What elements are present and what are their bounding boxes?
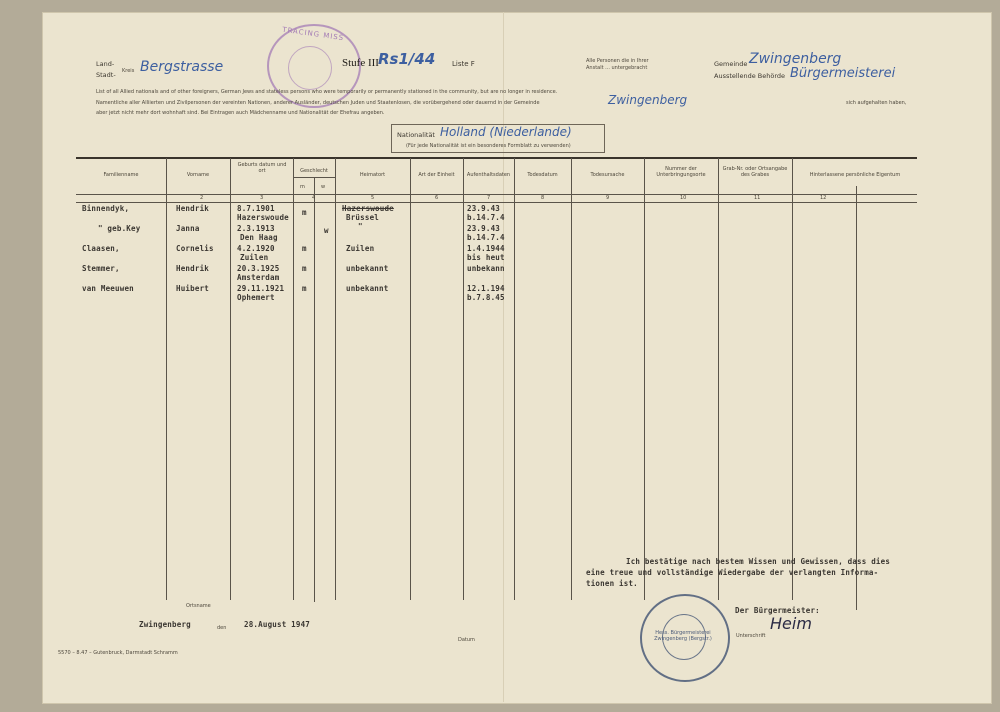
certify-line-1: Ich bestätige nach bestem Wissen und Gewissen, dass dies — [626, 557, 891, 566]
col-divider — [463, 158, 464, 600]
stufe-label: Stufe III — [342, 57, 379, 69]
instruction-place: Zwingenberg — [608, 93, 688, 107]
col-divider-gender — [314, 178, 315, 602]
row-home: Hazerswoude — [342, 204, 394, 213]
header-geschlecht: Geschlecht — [300, 168, 328, 174]
row-home: unbekannt — [346, 284, 389, 293]
col-number: 4 — [312, 195, 316, 201]
header-unterbringung: Nummer der Unterbringungsorte — [656, 166, 706, 178]
printer-note: 5570 – 8.47 – Gutenbruck, Darmstadt Schramm — [58, 650, 178, 656]
col-divider — [230, 158, 231, 600]
header-heimatort: Heimatort — [359, 172, 386, 178]
mayor-signature: Heim — [770, 614, 812, 633]
header-einheit: Art der Einheit — [418, 172, 455, 178]
gender-subheader-rule — [293, 177, 335, 178]
kreis-value: Bergstrasse — [140, 59, 224, 75]
row-stay-to: b.14.7.4 — [467, 213, 505, 222]
col-divider — [718, 158, 719, 600]
row-pob: Den Haag — [240, 233, 278, 242]
row-surname: van Meeuwen — [82, 284, 134, 293]
certify-line-2: eine treue und vollständige Wiedergabe der verlangten Informa- — [586, 568, 879, 577]
table-top-rule — [76, 157, 917, 159]
gender-m: m — [300, 184, 305, 190]
row-dob: 20.3.1925 — [237, 264, 280, 273]
alle-personen: Alle Personen die in Ihrer — [586, 58, 649, 64]
col-number: 9 — [606, 195, 610, 201]
row-stay-from: 12.1.194 — [467, 284, 505, 293]
row-stay-from: 23.9.43 — [467, 224, 501, 233]
row-gender-m: m — [302, 208, 307, 217]
unterschrift-label: Unterschrift — [736, 633, 766, 639]
row-surname: Claasen, — [82, 244, 120, 253]
row-firstname: Huibert — [176, 284, 210, 293]
stamp-emblem — [288, 46, 332, 90]
row-pob: Zuilen — [240, 253, 269, 262]
instruction-german: Namentliche aller Alliierten und Zivilpersonen der vereinten Nationen, anderer Ausländer, deutschen Juden und Staatenlosen, die vorübergehend oder dauernd in der Gemeinde — [96, 100, 540, 106]
stamp-top-text: TRACING MISS — [281, 25, 345, 43]
row-stay-from: 23.9.43 — [467, 204, 501, 213]
header-familienname: Familienname — [103, 172, 139, 178]
ausstellende-value: Bürgermeisterei — [790, 66, 896, 81]
row-dob: 2.3.1913 — [237, 224, 275, 233]
col-number: 3 — [260, 195, 264, 201]
mayor-label: Der Bürgermeister: — [735, 606, 820, 615]
row-pob: Amsterdam — [237, 273, 280, 282]
row-dob: 29.11.1921 — [237, 284, 285, 293]
nationality-note: (Für jede Nationalität ist ein besonderes Formblatt zu verwenden) — [406, 143, 571, 149]
gemeinde-value: Zwingenberg — [749, 51, 842, 67]
col-number: 8 — [541, 195, 545, 201]
municipal-stamp-text: Hess. Bürgermeisterei Zwingenberg (Bergstr.) — [654, 630, 712, 642]
header-vorname: Vorname — [186, 172, 210, 178]
row-gender-m: m — [302, 264, 307, 273]
row-firstname: Cornelis — [176, 244, 214, 253]
header-todesursache: Todesursache — [590, 172, 625, 178]
row-gender-w: w — [324, 226, 329, 235]
ausstellende-label: Ausstellende Behörde — [714, 72, 786, 80]
kreis-label: Kreis — [122, 68, 135, 74]
den-label: den — [217, 625, 227, 631]
col-number: 6 — [435, 195, 439, 201]
row-stay-to: b.7.8.45 — [467, 293, 505, 302]
ortsname-value: Zwingenberg — [139, 620, 191, 629]
row-dob: 8.7.1901 — [237, 204, 275, 213]
instruction-english: List of all Allied nationals and of other foreigners, German Jews and stateless persons who were temporarily or permanently stationed in the community, but are no longer in residence. — [96, 89, 558, 95]
col-number: 11 — [754, 195, 761, 201]
row-gender-m: m — [302, 244, 307, 253]
instruction-german-2: aber jetzt nicht mehr dort wohnhaft sind. Bei Eintragen auch Mädchenname und Nationalität der Ehefrau angeben. — [96, 110, 385, 116]
liste-label: Liste F — [452, 60, 475, 68]
row-home: unbekannt — [346, 264, 389, 273]
nationality-label: Nationalität — [397, 131, 435, 139]
row-dob: 4.2.1920 — [237, 244, 275, 253]
page-fold — [503, 12, 504, 702]
row-firstname: Hendrik — [176, 264, 210, 273]
col-divider — [644, 158, 645, 600]
row-surname: " geb.Key — [98, 224, 141, 233]
col-divider — [293, 158, 294, 600]
col-divider-eigentum — [856, 186, 857, 610]
gender-w: w — [321, 184, 326, 190]
row-home: " — [358, 222, 363, 231]
row-gender-m: m — [302, 284, 307, 293]
gemeinde-label: Gemeinde — [714, 60, 748, 68]
anstalt: Anstalt ... untergebracht — [586, 65, 648, 71]
header-grab: Grab-Nr. oder Ortsangabe des Grabes — [722, 166, 788, 178]
header-todesdatum: Todesdatum — [527, 172, 558, 178]
row-stay-from: unbekann — [467, 264, 505, 273]
col-divider — [335, 158, 336, 600]
col-number: 5 — [371, 195, 375, 201]
header-geburtsdatum: Geburts datum und ort — [237, 162, 287, 174]
datum-label: Datum — [458, 637, 475, 643]
row-stay-from: 1.4.1944 — [467, 244, 505, 253]
row-stay-to: b.14.7.4 — [467, 233, 505, 242]
date-value: 28.August 1947 — [244, 620, 311, 629]
row-pob: Ophemert — [237, 293, 275, 302]
row-pob: Hazerswoude — [237, 213, 289, 222]
header-aufenthalt: Aufenthaltsdaten — [466, 172, 511, 178]
row-stay-to: bis heut — [467, 253, 505, 262]
col-divider — [571, 158, 572, 600]
row-home-2: Brüssel — [346, 213, 380, 222]
col-divider — [410, 158, 411, 600]
row-surname: Stemmer, — [82, 264, 120, 273]
col-divider — [792, 158, 793, 600]
nationality-value: Holland (Niederlande) — [440, 125, 572, 139]
header-eigentum: Hinterlassene persönliche Eigentum — [809, 172, 901, 178]
row-home: Zuilen — [346, 244, 375, 253]
instruction-end: sich aufgehalten haben, — [846, 100, 907, 106]
col-number: 12 — [820, 195, 827, 201]
certify-line-3: tionen ist. — [586, 579, 638, 588]
row-surname: Binnendyk, — [82, 204, 130, 213]
stufe-hand: Rs1/44 — [378, 50, 436, 68]
col-divider — [514, 158, 515, 600]
row-firstname: Hendrik — [176, 204, 210, 213]
col-number: 10 — [680, 195, 687, 201]
stadt-label: Stadt- — [96, 71, 116, 79]
col-divider — [166, 158, 167, 600]
row-firstname: Janna — [176, 224, 200, 233]
col-number: 2 — [200, 195, 204, 201]
table-number-rule — [76, 202, 917, 203]
col-number: 7 — [487, 195, 491, 201]
land-label: Land- — [96, 60, 115, 68]
ortsname-label: Ortsname — [186, 603, 211, 609]
